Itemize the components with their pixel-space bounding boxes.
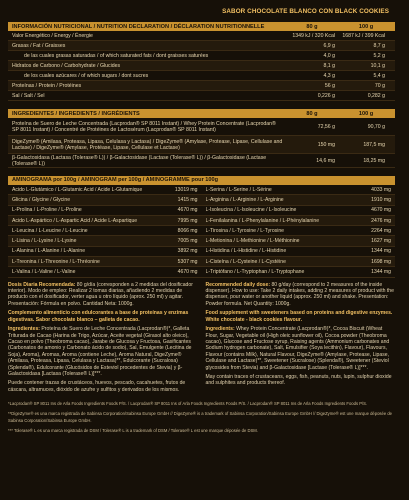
row-value-100g: 1687 kJ / 399 Kcal bbox=[342, 32, 385, 39]
es-ingredients-text: Proteína de Suero de Leche Concentrada (Lacprodan®)*, Galleta Triturada de Cacao (Harina de Trigo, Azúcar, Aceite vegetal (Girasol alto oleico), Cacao en polvo (Theobroma cacao), Jarabe de Glucosa y Fructosa, Gasificantes (Carbonatos de amonio y Carbonato ácido de sodio), Sal, Emulgente (Lecitina de Soja), Aroma), Aromas, Aroma (contiene Leche), Aroma Natural, DigeZyme® (Amilasa, Proteasa, Lipasa, Celulasa y Lactasa)**, Edulcorante (Sucralosa) (Splenda®), Edulcorante (Glucósidos de Esteviol procedentes de Stevia) y β-Galactosidasa [Lactasa (Tolerase® L)]***. bbox=[8, 326, 192, 377]
amino-name: L-Leucina / L-Leucine / L-Leucine bbox=[12, 227, 88, 234]
ingredients-header-title: INGREDIENTES / INGREDIENTS / INGRÉDIENTS bbox=[12, 110, 140, 117]
table-row bbox=[8, 91, 395, 101]
amino-row bbox=[202, 206, 396, 216]
amino-name: L-Histidina / L-Histidine / L-Histidine bbox=[205, 248, 287, 255]
amino-name: L-Metionina / L-Methionine / L-Méthionine bbox=[205, 238, 300, 245]
es-supplement-text: Complemento alimenticio con edulcorantes a base de proteínas y enzimas digestivas. Sabor chocolate blanco – galleta de cacao. bbox=[8, 310, 189, 323]
amino-name: L-Treonina / L-Threonine / L-Thréonine bbox=[12, 258, 100, 265]
table-row bbox=[8, 81, 395, 91]
amino-value: 2264 mg bbox=[371, 227, 391, 234]
amino-row bbox=[8, 257, 202, 267]
row-value-80g: 6,9 g bbox=[323, 42, 335, 49]
es-allergen-text: Puede contener trazas de crustáceos, huevos, pescado, cacahuetes, frutos de cáscara, altramuces, dióxido de azufre y sulfitos y derivados de los mismos. bbox=[8, 380, 186, 393]
row-label: de los cuales azúcares / of which sugars / dont sucres bbox=[24, 72, 149, 79]
footnote: *** Tolerase® L es una marca registrada de DSM / Tolerase® L is a trademark of DSM / Tolerase® L est une marque déposée de DSM. bbox=[8, 428, 258, 434]
ingredients-header bbox=[8, 109, 395, 118]
footnote: **DigeZyme® es una marca registrada de Sabinsa Corporation/Sabinsa Europe GmbH // DigeZyme® is a trademark of Sabinsa Corporation/Sabinsa Europe GmbH // DigeZyme® est une marque déposée de Sabinsa Corporation/Sabinsa Europe GmbH. bbox=[8, 411, 392, 424]
amino-name: L-Alanina / L-Alanine / L-Alanine bbox=[12, 248, 86, 255]
es-dose-text: 80 g/día (corresponden a 2 medidas del dosificador interior). Modo de empleo: Realizar 2 tomas diarias, añadiendo 2 medidas de producto con el dosificador, verter agua u otro líquido (aprox. 250 ml) y agitar. Presentación: Fórmula en polvo. Cantidad Neta: 1000g. bbox=[8, 281, 193, 307]
en-dose-text: 80 g/day (correspond to 2 measures of the inside dispenser). How to use: Take 2 daily intakes, adding 2 measures of product with the dispenser, pour water or another liquid (approx. 250 ml) and shake. Presentation: Powder formula. Net Quantity: 1000g. bbox=[205, 281, 394, 307]
amino-row bbox=[202, 247, 396, 257]
row-value-80g: 8,1 g bbox=[323, 62, 335, 69]
amino-name: L-Triptófano / L-Tryptophan / L-Tryptophane bbox=[205, 269, 305, 276]
row-label: DigeZyme® (Amilasa, Proteasa, Lipasa, Celulasa y Lactasa) / DigeZyme® (Amylase, Protease, Lipase, Cellulase and Lactase) / DigeZyme® (Amylase, Protéase, Lipase, Cellulase et Lactase) bbox=[12, 138, 283, 151]
row-label: β-Galactosidasa (Lactasa (Tolerase® L)) / β-Galactosidase (Lactase (Tolerase® L)) / β-Galactosidase (Lactase (Tolerase® L)) bbox=[12, 154, 267, 167]
footnotes bbox=[8, 400, 395, 434]
flavor-banner bbox=[0, 0, 409, 22]
amino-name: L-Tirosina / L-Tyrosine / L-Tyrosine bbox=[205, 227, 285, 234]
table-row bbox=[8, 61, 395, 71]
nutrition-header-col1: 80 g bbox=[306, 23, 318, 30]
aminogram-right-column bbox=[202, 185, 396, 278]
en-supplement-text: Food supplement with sweeteners based on proteins and digestive enzymes. White chocolate - black cookies flavour. bbox=[205, 310, 393, 323]
amino-row bbox=[8, 206, 202, 216]
row-value-80g: 4,3 g bbox=[323, 72, 335, 79]
amino-name: L-Serina / L-Serine / L-Sérine bbox=[205, 186, 272, 193]
table-row bbox=[8, 118, 395, 136]
row-value-100g: 0,282 g bbox=[367, 92, 385, 99]
amino-row bbox=[8, 226, 202, 236]
amino-value: 4670 mg bbox=[177, 269, 198, 276]
amino-name: L-Isoleucina / L-Isoleucine / L-Isoleucine bbox=[205, 207, 297, 214]
amino-value: 4670 mg bbox=[371, 207, 391, 214]
english-text-column bbox=[206, 282, 396, 397]
amino-value: 8066 mg bbox=[177, 227, 198, 234]
aminogram-left-column bbox=[8, 185, 202, 278]
row-value-100g: 5,4 g bbox=[373, 72, 385, 79]
amino-row bbox=[8, 195, 202, 205]
row-value-80g: 1349 kJ / 320 Kcal bbox=[292, 32, 335, 39]
row-label: Valor Energético / Energy / Énergie bbox=[12, 32, 93, 39]
amino-value: 1344 mg bbox=[371, 248, 391, 255]
amino-value: 4670 mg bbox=[177, 207, 198, 214]
ingredients-header-col2: 100 g bbox=[358, 110, 374, 117]
row-value-80g: 0,226 g bbox=[317, 92, 335, 99]
amino-name: L-Lisina / L-Lysine / L-Lysine bbox=[12, 238, 77, 245]
amino-row bbox=[202, 216, 396, 226]
table-row bbox=[8, 71, 395, 81]
row-value-80g: 4,0 g bbox=[323, 52, 335, 59]
amino-row bbox=[8, 236, 202, 246]
amino-value: 7005 mg bbox=[177, 238, 198, 245]
en-ingredients-label: Ingredients: bbox=[205, 326, 235, 333]
aminogram-header: AMINOGRAMA por 100g / AMINOGRAM per 100g / AMINOGRAMME pour 100g bbox=[8, 176, 395, 185]
amino-name: L-Cisteína / L-Cysteine / L-Cystéine bbox=[205, 258, 286, 265]
amino-name: L-Fenilalanina / L-Phenylalanine / L-Phénylalanine bbox=[205, 217, 320, 224]
nutrition-header-col2: 100 g bbox=[358, 23, 374, 30]
amino-row bbox=[202, 236, 396, 246]
spanish-text-column bbox=[8, 282, 198, 397]
en-dose-label: Recommended daily dose: bbox=[205, 281, 271, 288]
amino-value: 3892 mg bbox=[177, 248, 198, 255]
row-value-100g: 70 g bbox=[374, 82, 385, 89]
amino-row bbox=[202, 226, 396, 236]
row-value-80g: 72,56 g bbox=[317, 123, 335, 130]
row-label: de las cuales grasas saturadas / of which saturated fats / dont graisses saturées bbox=[24, 52, 209, 59]
row-value-100g: 10,1 g bbox=[370, 62, 385, 69]
row-value-100g: 90,70 g bbox=[367, 123, 385, 130]
amino-name: L-Arginina / L-Arginine / L-Arginine bbox=[205, 196, 284, 203]
nutrition-table bbox=[8, 22, 395, 101]
footnote: *Lacprodan® SP 8011 Ins de Arla Foods Ingredients Foods P/S. / Lacprodan® SP 8011 Ins of Arla Foods Ingredients Foods P/S. / Lacprodan® SP 8011 Ins de Arla Foods Ingredients Foods P/S. bbox=[8, 401, 368, 407]
en-allergen-text: May contain traces of crustaceans, eggs, fish, peanuts, nuts, lupin, sulphur dioxide and sulphites and products thereof. bbox=[205, 373, 392, 387]
amino-value: 1698 mg bbox=[371, 258, 391, 265]
ingredients-table bbox=[8, 109, 395, 168]
amino-row bbox=[8, 247, 202, 257]
amino-value: 5307 mg bbox=[177, 258, 198, 265]
flavor-title: SABOR CHOCOLATE BLANCO CON BLACK COOKIES bbox=[222, 8, 389, 15]
amino-row bbox=[202, 267, 396, 277]
table-row bbox=[8, 51, 395, 61]
nutrition-header bbox=[8, 22, 395, 31]
row-label: Grasas / Fat / Graisses bbox=[12, 42, 66, 49]
table-row bbox=[8, 41, 395, 51]
amino-value: 2476 mg bbox=[371, 217, 391, 224]
amino-row bbox=[8, 216, 202, 226]
amino-value: 1627 mg bbox=[371, 238, 391, 245]
table-row bbox=[8, 31, 395, 41]
amino-value: 1910 mg bbox=[371, 196, 391, 203]
amino-name: Ácido L-Aspártico / L-Aspartic Acid / Acide L-Aspartique bbox=[12, 217, 138, 224]
amino-value: 13019 mg bbox=[174, 186, 198, 193]
row-value-100g: 5,2 g bbox=[373, 52, 385, 59]
amino-row bbox=[202, 185, 396, 195]
amino-name: L-Valina / L-Valine / L-Valine bbox=[12, 269, 76, 276]
row-label: Proteína de Suero de Leche Concentrada (Lacprodan® SP 8011 Instant) / Whey Protein Concentrate (Lacprodan® SP 8011 Instant) / Concentré de Protéines de Lactosérum (Lacprodan® SP 8011 Instant) bbox=[12, 120, 276, 133]
ingredients-header-col1: 80 g bbox=[306, 110, 318, 117]
row-value-100g: 8,7 g bbox=[373, 42, 385, 49]
row-value-80g: 14,6 mg bbox=[316, 157, 335, 164]
es-ingredients-label: Ingredientes: bbox=[8, 326, 40, 333]
es-dose-label: Dosis Diaria Recomendada: bbox=[8, 281, 76, 288]
row-label: Hidratos de Carbono / Carbohydrate / Glucides bbox=[12, 62, 121, 69]
row-label: Sal / Salt / Sel bbox=[12, 92, 45, 99]
amino-name: Glicina / Glycine / Glycine bbox=[12, 196, 71, 203]
amino-name: Ácido L-Glutámico / L-Glutamic Acid / Acide L-Glutamique bbox=[12, 186, 143, 193]
description-text bbox=[8, 282, 395, 397]
en-ingredients-text: Whey Protein Concentrate (Lacprodan®)*, Cocoa Biscuit (Wheat Flour, Sugar, Vegetable oil (High oleic sunflower oil), Cocoa powder (Theobroma cacao), Glucose and Fructose syrup, Raising agents (Ammonium carbonates and Sodium hydrogen carbonate), Salt, Emulsifier (Soya lecithin), Flavour), Flavours, Flavour (contains Milk), Natural Flavour, DigeZyme® (Amylase, Protease, Lipase, Cellulase and Lactase)**, Sweetener (Sucralose) (Splenda®), Sweetener (Steviol glycosides from Stevia) and β-Galactosidase [Lactase (Tolerase® L)]***. bbox=[205, 326, 390, 371]
amino-name: L-Prolina / L-Proline / L-Proline bbox=[12, 207, 82, 214]
amino-value: 7995 mg bbox=[177, 217, 198, 224]
row-value-80g: 56 g bbox=[324, 82, 335, 89]
row-label: Proteínas / Protein / Protéines bbox=[12, 82, 82, 89]
row-value-100g: 187,5 mg bbox=[363, 141, 385, 148]
amino-value: 1344 mg bbox=[371, 269, 391, 276]
amino-row bbox=[8, 267, 202, 277]
table-row bbox=[8, 136, 395, 154]
nutrition-header-title: INFORMACIÓN NUTRICIONAL / NUTRITION DECLARATION / DÉCLARATION NUTRITIONNELLE bbox=[12, 23, 265, 30]
amino-value: 1415 mg bbox=[177, 196, 198, 203]
amino-row bbox=[202, 257, 396, 267]
table-row bbox=[8, 154, 395, 168]
amino-row bbox=[8, 185, 202, 195]
amino-value: 4033 mg bbox=[371, 186, 391, 193]
row-value-80g: 150 mg bbox=[317, 141, 335, 148]
row-value-100g: 18,25 mg bbox=[363, 157, 385, 164]
aminogram-table bbox=[8, 176, 395, 278]
amino-row bbox=[202, 195, 396, 205]
